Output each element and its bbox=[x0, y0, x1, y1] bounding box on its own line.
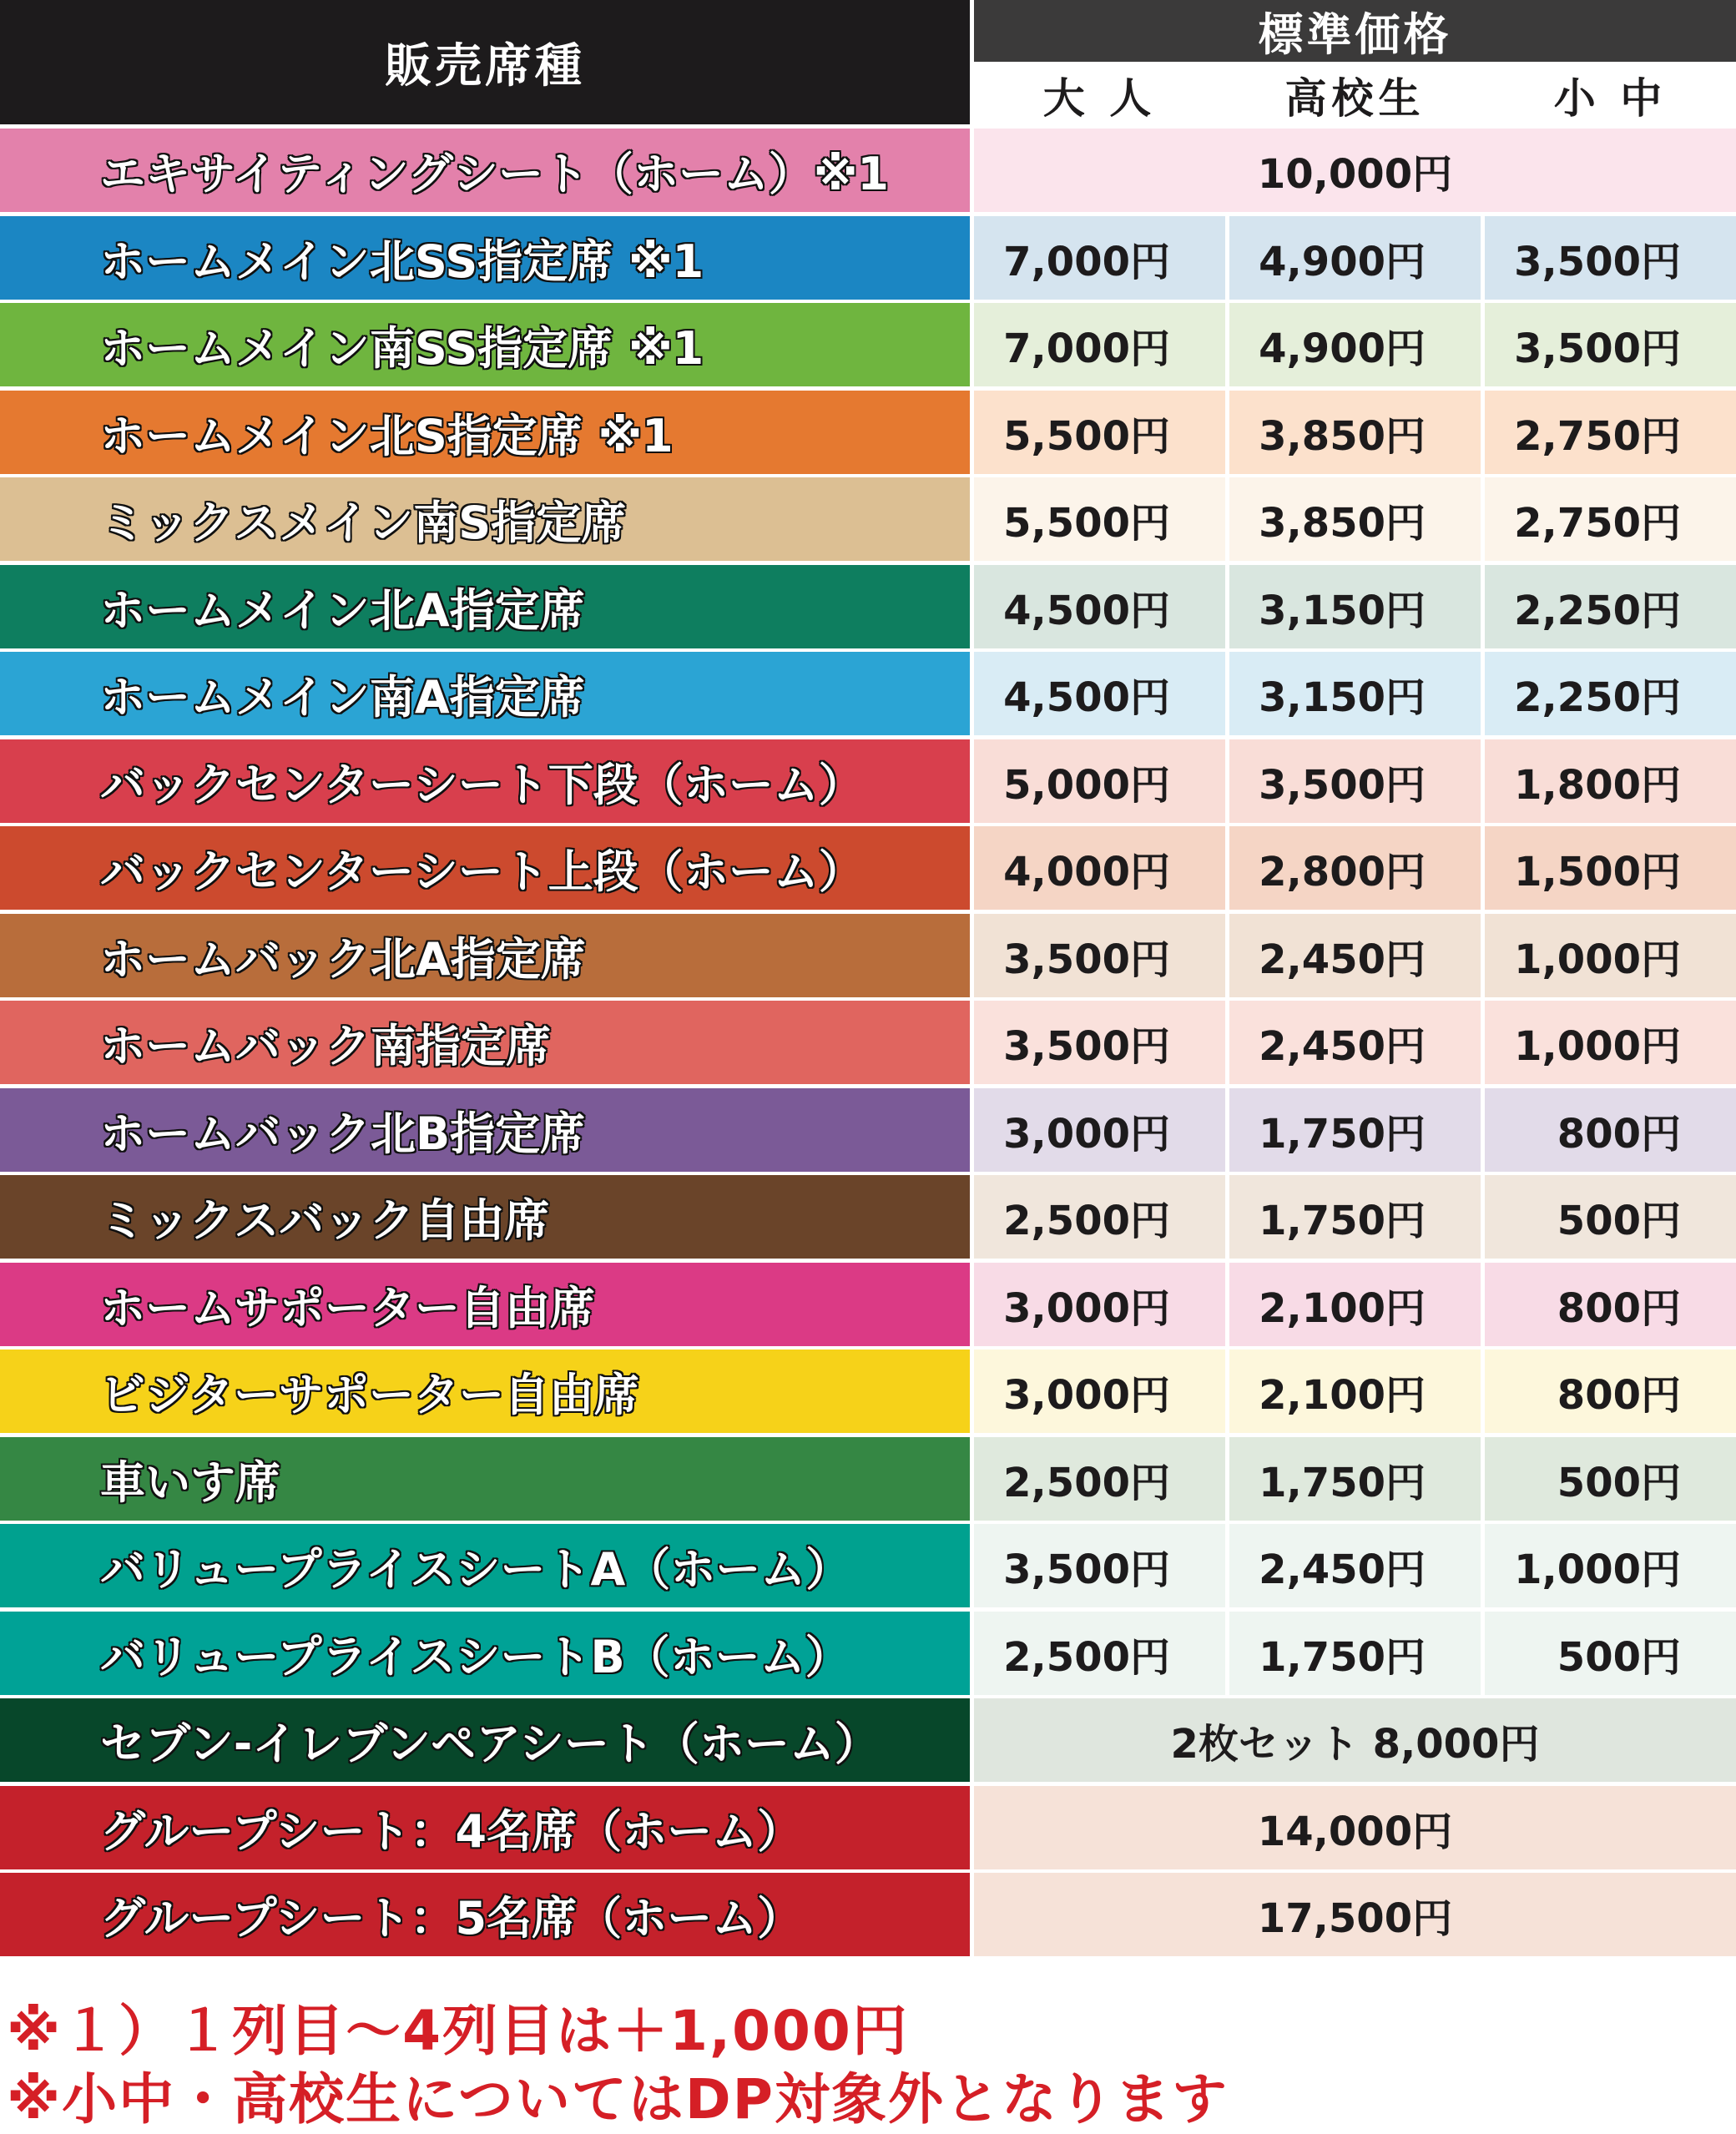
price-cell-high-school: 1,750円 bbox=[1229, 1437, 1481, 1521]
price-cell-all: 14,000円 bbox=[974, 1786, 1736, 1869]
table-row bbox=[0, 216, 1736, 300]
price-cell-adult: 2,500円 bbox=[974, 1175, 1225, 1259]
seat-type-header: 販売席種 bbox=[0, 0, 970, 124]
price-cell-child: 1,800円 bbox=[1485, 739, 1736, 823]
price-cell-high-school: 3,500円 bbox=[1229, 739, 1481, 823]
price-cell-child: 2,750円 bbox=[1485, 391, 1736, 474]
table-row bbox=[0, 1175, 1736, 1259]
price-cell-child: 3,500円 bbox=[1485, 303, 1736, 386]
price-cell-adult: 3,000円 bbox=[974, 1263, 1225, 1346]
price-cell-adult: 3,500円 bbox=[974, 1524, 1225, 1607]
price-cell-high-school: 2,450円 bbox=[1229, 914, 1481, 997]
price-cell-child: 2,750円 bbox=[1485, 477, 1736, 561]
adult-column-header: 大 人 bbox=[974, 66, 1225, 124]
table-row bbox=[0, 1524, 1736, 1607]
price-cell-adult: 2,500円 bbox=[974, 1437, 1225, 1521]
table-row bbox=[0, 303, 1736, 386]
seat-type-label: ミックスバック自由席 bbox=[0, 1175, 970, 1259]
seat-type-label: ホームバック北A指定席 bbox=[0, 914, 970, 997]
price-cell-high-school: 2,800円 bbox=[1229, 826, 1481, 910]
seat-type-label: ホームメイン北A指定席 bbox=[0, 565, 970, 648]
price-cell-adult: 3,000円 bbox=[974, 1088, 1225, 1172]
price-cell-high-school: 1,750円 bbox=[1229, 1088, 1481, 1172]
price-cell-child: 1,000円 bbox=[1485, 1524, 1736, 1607]
child-column-header: 小 中 bbox=[1485, 66, 1736, 124]
price-cell-high-school: 2,100円 bbox=[1229, 1263, 1481, 1346]
seat-type-label: バックセンターシート下段（ホーム） bbox=[0, 739, 970, 823]
price-cell-adult: 7,000円 bbox=[974, 303, 1225, 386]
seat-type-label: バリュープライスシートA（ホーム） bbox=[0, 1524, 970, 1607]
seat-type-label: 車いす席 bbox=[0, 1437, 970, 1521]
table-row bbox=[0, 652, 1736, 735]
table-row bbox=[0, 739, 1736, 823]
price-cell-child: 800円 bbox=[1485, 1263, 1736, 1346]
price-cell-high-school: 2,100円 bbox=[1229, 1350, 1481, 1433]
seat-type-label: セブン-イレブンペアシート（ホーム） bbox=[0, 1698, 970, 1782]
price-cell-child: 1,500円 bbox=[1485, 826, 1736, 910]
price-cell-adult: 3,500円 bbox=[974, 914, 1225, 997]
table-row bbox=[0, 1873, 1736, 1956]
seat-type-label: エキサイティングシート（ホーム）※1 bbox=[0, 129, 970, 212]
table-row bbox=[0, 1612, 1736, 1695]
price-cell-child: 1,000円 bbox=[1485, 914, 1736, 997]
price-cell-high-school: 4,900円 bbox=[1229, 303, 1481, 386]
price-cell-adult: 3,000円 bbox=[974, 1350, 1225, 1433]
table-row bbox=[0, 1350, 1736, 1433]
table-row bbox=[0, 477, 1736, 561]
price-cell-all: 10,000円 bbox=[974, 129, 1736, 212]
seat-type-label: グループシート：4名席（ホーム） bbox=[0, 1786, 970, 1869]
price-cell-high-school: 3,150円 bbox=[1229, 652, 1481, 735]
price-cell-child: 500円 bbox=[1485, 1175, 1736, 1259]
price-cell-adult: 5,500円 bbox=[974, 391, 1225, 474]
price-cell-high-school: 4,900円 bbox=[1229, 216, 1481, 300]
price-cell-all: 17,500円 bbox=[974, 1873, 1736, 1956]
price-cell-all: 2枚セット 8,000円 bbox=[974, 1698, 1736, 1782]
standard-price-header: 標準価格 bbox=[974, 0, 1736, 62]
price-cell-adult: 4,000円 bbox=[974, 826, 1225, 910]
seat-type-label: ビジターサポーター自由席 bbox=[0, 1350, 970, 1433]
price-cell-high-school: 1,750円 bbox=[1229, 1612, 1481, 1695]
seat-type-label: ホームメイン南A指定席 bbox=[0, 652, 970, 735]
seat-type-label: ホームサポーター自由席 bbox=[0, 1263, 970, 1346]
price-cell-child: 500円 bbox=[1485, 1437, 1736, 1521]
price-cell-adult: 5,000円 bbox=[974, 739, 1225, 823]
price-cell-adult: 2,500円 bbox=[974, 1612, 1225, 1695]
seat-type-label: バリュープライスシートB（ホーム） bbox=[0, 1612, 970, 1695]
price-cell-high-school: 3,150円 bbox=[1229, 565, 1481, 648]
table-row bbox=[0, 914, 1736, 997]
table-row bbox=[0, 1001, 1736, 1084]
footnote-dp-exclusion: ※小中・高校生についてはDP対象外となります bbox=[7, 2067, 1229, 2131]
table-row bbox=[0, 565, 1736, 648]
seat-type-label: バックセンターシート上段（ホーム） bbox=[0, 826, 970, 910]
seat-type-label: ホームメイン北S指定席 ※1 bbox=[0, 391, 970, 474]
seat-type-label: ホームメイン南SS指定席 ※1 bbox=[0, 303, 970, 386]
table-row bbox=[0, 1263, 1736, 1346]
table-row bbox=[0, 1786, 1736, 1869]
price-cell-child: 2,250円 bbox=[1485, 565, 1736, 648]
price-cell-adult: 5,500円 bbox=[974, 477, 1225, 561]
price-cell-high-school: 1,750円 bbox=[1229, 1175, 1481, 1259]
seat-type-label: ホームメイン北SS指定席 ※1 bbox=[0, 216, 970, 300]
price-cell-high-school: 2,450円 bbox=[1229, 1001, 1481, 1084]
table-row bbox=[0, 391, 1736, 474]
seat-type-label: ホームバック北B指定席 bbox=[0, 1088, 970, 1172]
price-cell-child: 2,250円 bbox=[1485, 652, 1736, 735]
price-cell-high-school: 3,850円 bbox=[1229, 477, 1481, 561]
table-row bbox=[0, 826, 1736, 910]
table-row bbox=[0, 1437, 1736, 1521]
price-cell-adult: 3,500円 bbox=[974, 1001, 1225, 1084]
price-cell-adult: 7,000円 bbox=[974, 216, 1225, 300]
table-row bbox=[0, 129, 1736, 212]
price-cell-child: 800円 bbox=[1485, 1350, 1736, 1433]
price-cell-high-school: 3,850円 bbox=[1229, 391, 1481, 474]
price-cell-child: 800円 bbox=[1485, 1088, 1736, 1172]
high-school-column-header: 高校生 bbox=[1229, 66, 1481, 124]
table-row bbox=[0, 1088, 1736, 1172]
price-cell-child: 3,500円 bbox=[1485, 216, 1736, 300]
price-cell-child: 500円 bbox=[1485, 1612, 1736, 1695]
seat-type-label: ミックスメイン南S指定席 bbox=[0, 477, 970, 561]
seat-type-label: グループシート：5名席（ホーム） bbox=[0, 1873, 970, 1956]
price-cell-adult: 4,500円 bbox=[974, 652, 1225, 735]
price-cell-high-school: 2,450円 bbox=[1229, 1524, 1481, 1607]
table-row bbox=[0, 1698, 1736, 1782]
footnote-first-rows: ※１）１列目〜4列目は＋1,000円 bbox=[7, 1999, 909, 2063]
price-cell-adult: 4,500円 bbox=[974, 565, 1225, 648]
seat-type-label: ホームバック南指定席 bbox=[0, 1001, 970, 1084]
price-cell-child: 1,000円 bbox=[1485, 1001, 1736, 1084]
